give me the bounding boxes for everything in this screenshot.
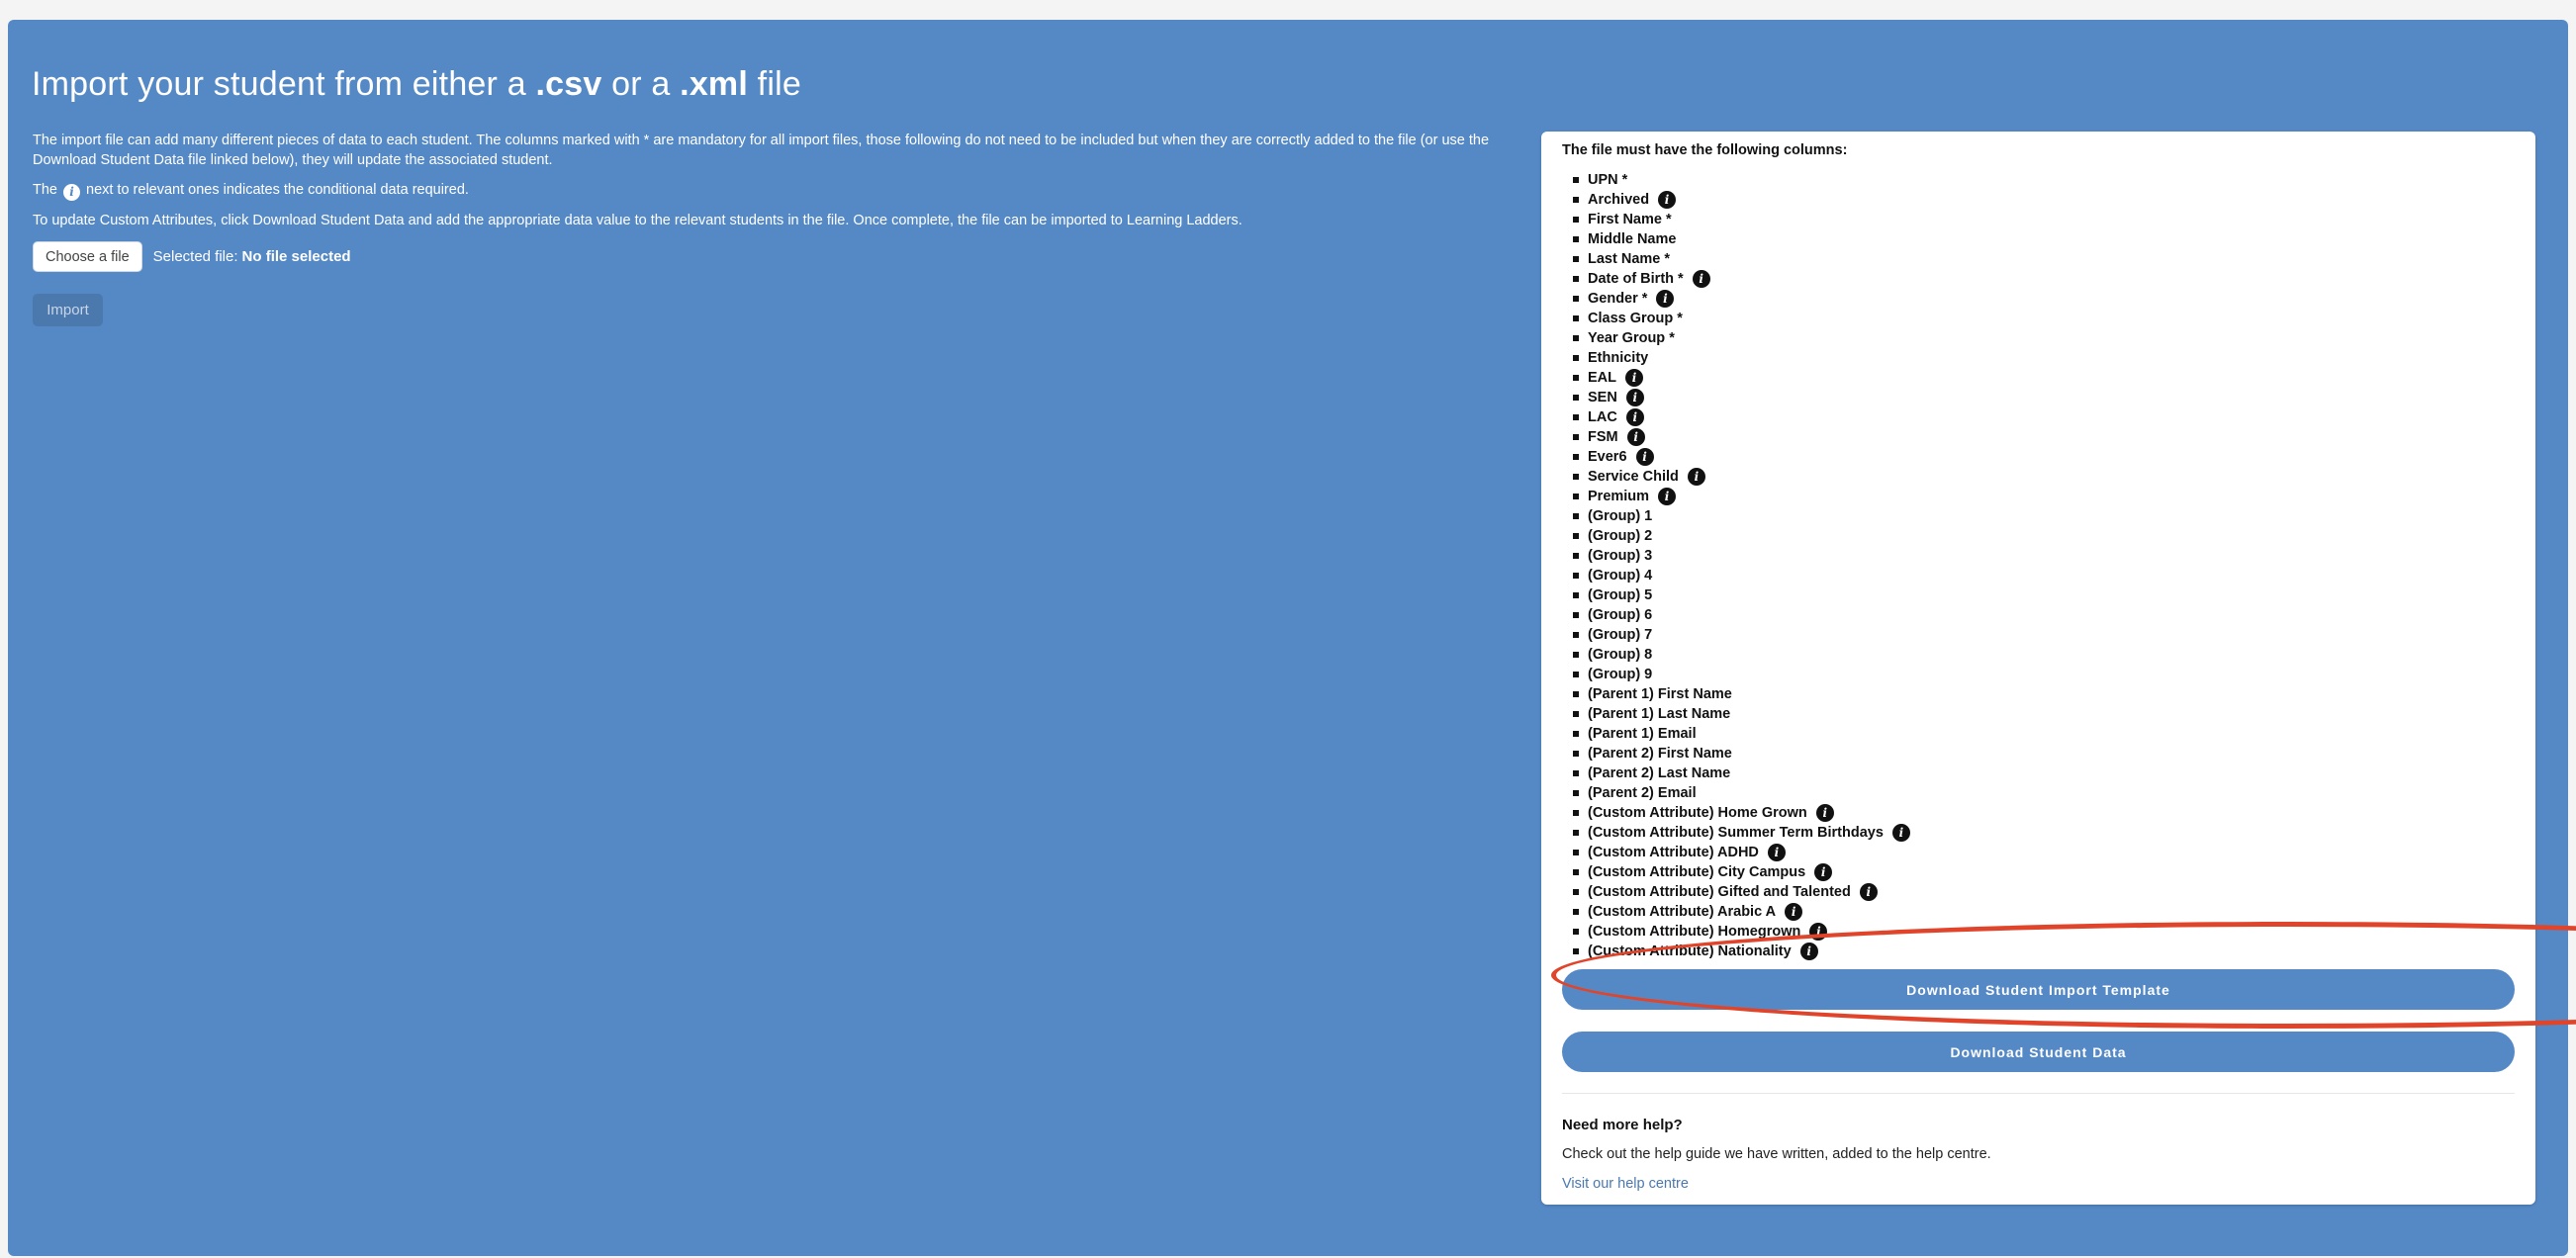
columns-list (1573, 170, 1910, 961)
title-xml: .xml (680, 65, 749, 103)
column-label: (Parent 2) Email (1588, 785, 1697, 801)
column-item (1573, 348, 1910, 368)
column-label: (Parent 2) Last Name (1588, 765, 1731, 781)
column-item (1573, 388, 1910, 407)
column-item (1573, 585, 1910, 605)
column-item (1573, 803, 1910, 823)
info-icon[interactable]: i (1656, 290, 1674, 308)
title-prefix: Import your student from either a (32, 65, 526, 103)
column-label: (Group) 5 (1588, 587, 1653, 603)
column-item (1573, 427, 1910, 447)
column-item (1573, 546, 1910, 566)
column-label: (Custom Attribute) City Campus (1588, 864, 1806, 880)
info-icon[interactable]: i (1627, 428, 1645, 446)
column-label: LAC (1588, 409, 1617, 425)
columns-card (1541, 132, 2535, 1205)
intro-p2-before: The (33, 182, 57, 198)
info-icon[interactable]: i (1860, 883, 1878, 901)
column-label: (Parent 2) First Name (1588, 746, 1732, 762)
info-icon[interactable]: i (1892, 824, 1910, 842)
info-icon[interactable]: i (1809, 923, 1827, 941)
intro-paragraph-2 (33, 180, 1517, 201)
column-label: SEN (1588, 390, 1617, 405)
column-item (1573, 368, 1910, 388)
column-label: (Custom Attribute) Gifted and Talented (1588, 884, 1851, 900)
info-icon[interactable]: i (1800, 943, 1818, 960)
divider (1562, 1093, 2515, 1094)
column-item (1573, 229, 1910, 249)
info-icon: i (63, 184, 80, 201)
column-item (1573, 447, 1910, 467)
column-label: (Group) 9 (1588, 667, 1653, 682)
download-data-button[interactable]: Download Student Data (1562, 1032, 2515, 1072)
column-label: Service Child (1588, 469, 1679, 485)
column-item (1573, 902, 1910, 922)
selected-file-label: Selected file: (152, 248, 238, 265)
column-item (1573, 309, 1910, 328)
column-item (1573, 684, 1910, 704)
info-icon[interactable]: i (1658, 191, 1676, 209)
help-heading: Need more help? (1562, 1117, 1683, 1133)
column-item (1573, 645, 1910, 665)
info-icon[interactable]: i (1814, 863, 1832, 881)
column-label: (Group) 8 (1588, 647, 1653, 663)
column-label: Ever6 (1588, 449, 1627, 465)
intro-text (33, 131, 1517, 240)
title-csv: .csv (535, 65, 602, 103)
info-icon[interactable]: i (1768, 844, 1786, 861)
column-label: FSM (1588, 429, 1618, 445)
column-item (1573, 566, 1910, 585)
help-text: Check out the help guide we have written, added to the help centre. (1562, 1146, 1991, 1162)
column-item (1573, 210, 1910, 229)
column-item (1573, 249, 1910, 269)
column-label: Last Name * (1588, 251, 1671, 267)
column-label: First Name * (1588, 212, 1672, 227)
column-label: Premium (1588, 489, 1650, 504)
column-item (1573, 506, 1910, 526)
column-label: (Custom Attribute) Arabic A (1588, 904, 1777, 920)
info-icon[interactable]: i (1625, 369, 1643, 387)
column-item (1573, 625, 1910, 645)
column-item (1573, 526, 1910, 546)
column-label: UPN * (1588, 172, 1628, 188)
download-template-button[interactable]: Download Student Import Template (1562, 969, 2515, 1010)
column-item (1573, 467, 1910, 487)
column-label: (Custom Attribute) Home Grown (1588, 805, 1807, 821)
column-item (1573, 487, 1910, 506)
column-item (1573, 882, 1910, 902)
info-icon[interactable]: i (1688, 468, 1705, 486)
column-label: (Group) 2 (1588, 528, 1653, 544)
column-label: Gender * (1588, 291, 1648, 307)
column-label: (Parent 1) First Name (1588, 686, 1732, 702)
column-item (1573, 605, 1910, 625)
column-label: Class Group * (1588, 311, 1683, 326)
column-label: (Group) 1 (1588, 508, 1653, 524)
column-label: Middle Name (1588, 231, 1677, 247)
column-label: (Custom Attribute) Nationality (1588, 944, 1792, 959)
column-label: Archived (1588, 192, 1650, 208)
column-label: (Custom Attribute) Homegrown (1588, 924, 1801, 940)
column-item (1573, 170, 1910, 190)
column-item (1573, 724, 1910, 744)
column-label: (Custom Attribute) Summer Term Birthdays (1588, 825, 1884, 841)
page-title (32, 65, 801, 104)
column-item (1573, 744, 1910, 764)
help-centre-link[interactable]: Visit our help centre (1562, 1176, 1689, 1192)
column-label: Year Group * (1588, 330, 1675, 346)
column-label: (Group) 6 (1588, 607, 1653, 623)
info-icon[interactable]: i (1658, 488, 1676, 505)
column-label: (Group) 7 (1588, 627, 1653, 643)
column-item (1573, 289, 1910, 309)
column-item (1573, 665, 1910, 684)
intro-paragraph-3: To update Custom Attributes, click Download Student Data and add the appropriate data value to the relevant students in the file. Once complete, the file can be imported to Learning Ladders. (33, 212, 1242, 228)
column-item (1573, 269, 1910, 289)
column-item (1573, 823, 1910, 843)
info-icon[interactable]: i (1626, 389, 1644, 406)
choose-file-button[interactable]: Choose a file (33, 241, 142, 272)
info-icon[interactable]: i (1636, 448, 1654, 466)
column-item (1573, 764, 1910, 783)
column-item (1573, 407, 1910, 427)
info-icon[interactable]: i (1693, 270, 1710, 288)
column-item (1573, 190, 1910, 210)
columns-heading: The file must have the following columns: (1562, 142, 1848, 158)
column-item (1573, 328, 1910, 348)
column-label: EAL (1588, 370, 1616, 386)
column-label: Ethnicity (1588, 350, 1649, 366)
column-label: (Parent 1) Email (1588, 726, 1697, 742)
selected-file-value: No file selected (241, 248, 351, 265)
info-icon[interactable]: i (1816, 804, 1834, 822)
column-label: Date of Birth * (1588, 271, 1684, 287)
column-item (1573, 843, 1910, 862)
column-label: (Group) 3 (1588, 548, 1653, 564)
column-label: (Group) 4 (1588, 568, 1653, 584)
info-icon[interactable]: i (1626, 408, 1644, 426)
file-input-row (33, 241, 351, 272)
intro-p2-after: next to relevant ones indicates the conditional data required. (86, 182, 469, 198)
column-label: (Custom Attribute) ADHD (1588, 845, 1759, 860)
column-label: (Parent 1) Last Name (1588, 706, 1731, 722)
title-or: or a (611, 65, 671, 103)
column-item (1573, 862, 1910, 882)
column-item (1573, 783, 1910, 803)
info-icon[interactable]: i (1785, 903, 1802, 921)
title-suffix: file (757, 65, 801, 103)
column-item (1573, 704, 1910, 724)
import-button[interactable]: Import (33, 294, 103, 326)
intro-paragraph-1: The import file can add many different pieces of data to each student. The columns marked with * are mandatory for all import files, those following do not need to be included but when they are correctly added to the file (or use the Download Student Data file linked below), they will update the associated student. (33, 133, 1490, 168)
